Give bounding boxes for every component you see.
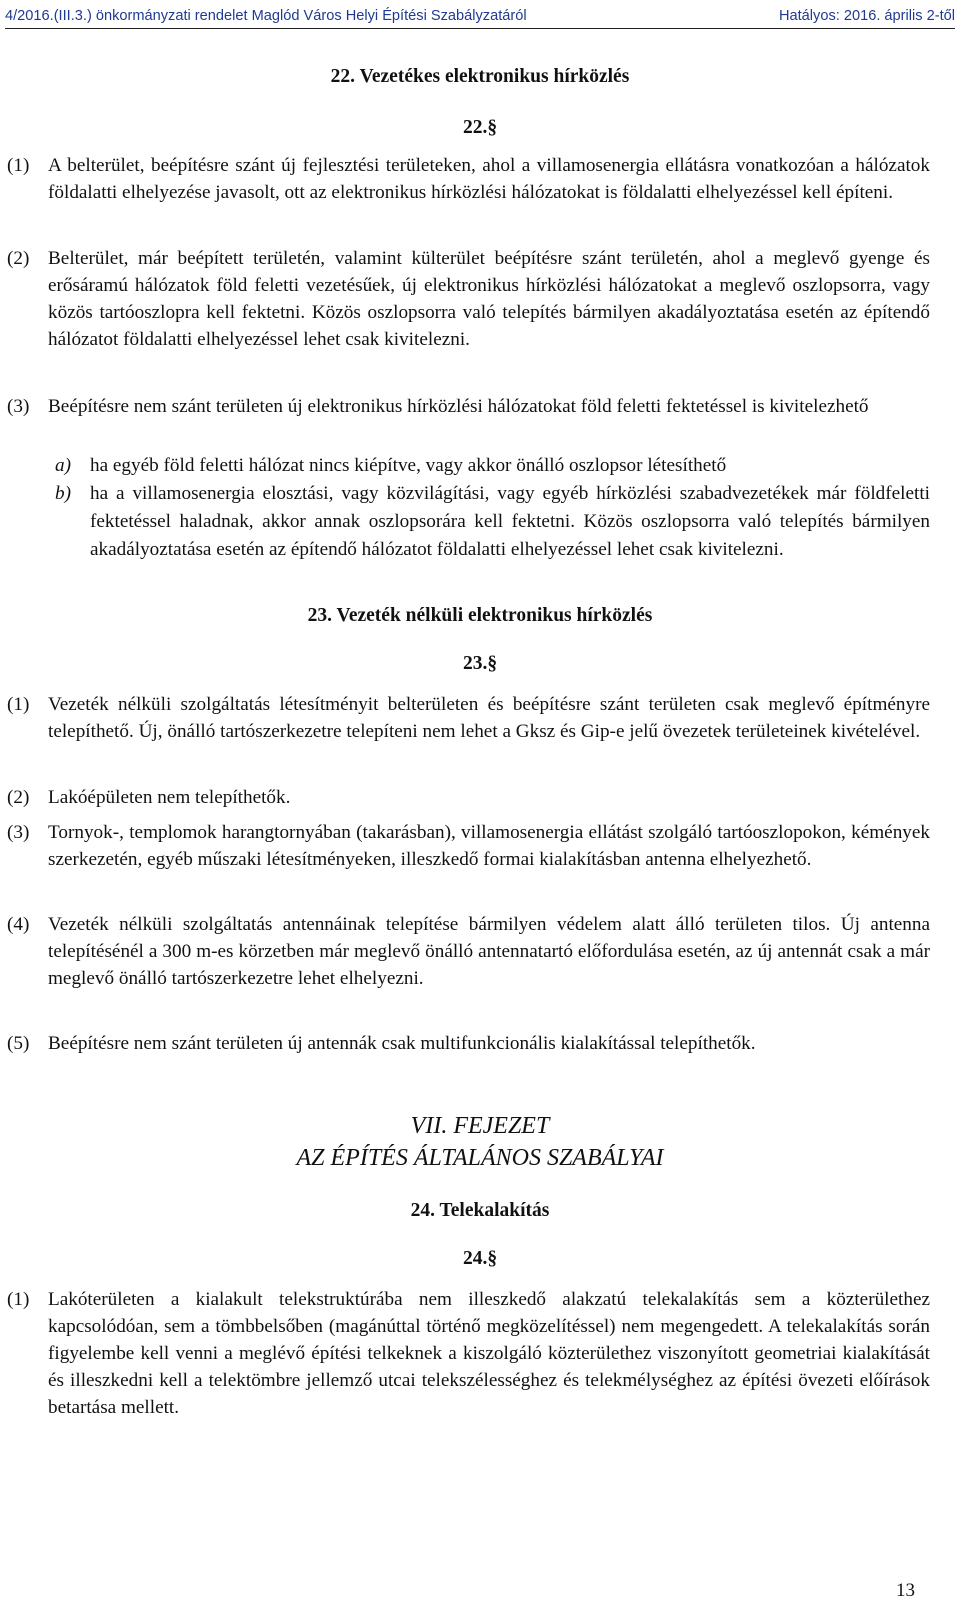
paragraph-number: (3) (7, 822, 30, 843)
paragraph-text: Vezeték nélküli szolgáltatás létesítményit belterületen és beépítésre szánt területen csak meglevő építményre telepíthető. Új, önálló tartószerkezetre telepíteni nem lehet a Gksz és Gip-e jelű övezetek területeinek kivételével. (48, 694, 930, 742)
paragraph-number: (5) (7, 1033, 30, 1054)
paragraph-text: Beépítésre nem szánt területen új elektronikus hírközlési hálózatokat föld feletti fektetéssel is kivitelezhető (48, 396, 869, 417)
item-text: ha egyéb föld feletti hálózat nincs kiépítve, vagy akkor önálló oszlopsor létesíthető (90, 455, 727, 476)
paragraph-number: (1) (7, 694, 30, 715)
running-header (5, 6, 955, 29)
section-23-paragraph-2 (7, 784, 930, 811)
paragraph-text: A belterület, beépítésre szánt új fejlesztési területeken, ahol a villamosenergia ellátásra vonatkozóan a hálózatok földalatti elhelyezése javasolt, ott az elektronikus hírközlési hálózatokat is földalatti elhelyezéssel kell építeni. (48, 155, 930, 203)
section-23-title: 23. Vezeték nélküli elektronikus hírközlés (307, 605, 653, 626)
section-22-item-b (55, 480, 930, 564)
section-23-paragraph-mark: 23.§ (462, 653, 498, 674)
section-22-paragraph-2 (7, 245, 930, 353)
chapter-number: VII. FEJEZET (410, 1113, 550, 1139)
header-effective-date: Hatályos: 2016. április 2-től (778, 8, 955, 24)
paragraph-number: (2) (7, 787, 30, 808)
section-22-paragraph-1 (7, 152, 930, 206)
paragraph-text: Tornyok-, templomok harangtornyában (takarásban), villamosenergia ellátást szolgáló tartóoszlopokon, kémények szerkezetén, egyéb műszaki létesítményeken, illeszkedő formai kialakításban antenna elhelyezhető. (48, 822, 930, 870)
chapter-title: AZ ÉPÍTÉS ÁLTALÁNOS SZABÁLYAI (296, 1145, 664, 1171)
section-22-title: 22. Vezetékes elektronikus hírközlés (330, 66, 630, 87)
section-24-paragraph-mark: 24.§ (462, 1248, 498, 1269)
section-23-paragraph-3 (7, 819, 930, 873)
paragraph-text: Lakóépületen nem telepíthetők. (48, 787, 291, 808)
paragraph-number: (1) (7, 155, 30, 176)
paragraph-text: Belterület, már beépített területén, valamint külterület beépítésre szánt területén, ahol a meglevő gyenge és erősáramú hálózatok föld feletti vezetésűek, új elektronikus hírközlési hálózatokat a meglevő oszlopsorra, vagy közös tartóoszlopra kell fektetni. Közös oszlopsorra való telepítés bármilyen akadályoztatása esetén az építendő hálózatot földalatti elhelyezéssel lehet csak kivitelezni. (48, 248, 930, 350)
item-label: b) (55, 483, 71, 504)
paragraph-text: Lakóterületen a kialakult telekstruktúrába nem illeszkedő alakzatú telekalakítás sem a közterülethez kapcsolódóan, sem a tömbbelsőben (magánúttal történő megközelítéssel) nem megengedett. A telekalakítás során figyelembe kell venni a meglévő építési telkeknek a kiszolgáló közterülethez viszonyított geometriai kialakítását és illeszkedni kell a telektömbre jellemző utcai telekszélességhez és telekmélységhez az építési övezeti előírások betartása mellett. (48, 1289, 930, 1418)
paragraph-text: Vezeték nélküli szolgáltatás antennáinak telepítése bármilyen védelem alatt álló területen tilos. Új antenna telepítésénél a 300 m-es körzetben már meglevő önálló antennatartó előfordulása esetén, az új antennát csak a már meglevő önálló tartószerkezetre lehet elhelyezni. (48, 914, 930, 989)
item-text: ha a villamosenergia elosztási, vagy közvilágítási, vagy egyéb hírközlési szabadvezetékek már földfeletti fektetéssel haladnak, akkor annak oszlopsorára kell fektetni. Közös oszlopsorra való telepítés bármilyen akadályoztatása esetén az építendő hálózatot földalatti elhelyezéssel lehet csak kivitelezni. (90, 483, 930, 560)
paragraph-text: Beépítésre nem szánt területen új antennák csak multifunkcionális kialakítással telepíthetők. (48, 1033, 756, 1054)
section-22-paragraph-mark: 22.§ (462, 117, 498, 138)
paragraph-number: (4) (7, 914, 30, 935)
section-22-item-a (55, 452, 930, 480)
section-22-paragraph-3 (7, 393, 930, 420)
page-number: 13 (896, 1580, 915, 1601)
paragraph-number: (1) (7, 1289, 30, 1310)
section-24-title: 24. Telekalakítás (410, 1200, 550, 1221)
paragraph-number: (3) (7, 396, 30, 417)
section-23-paragraph-1 (7, 691, 930, 745)
section-24-paragraph-1 (7, 1286, 930, 1421)
paragraph-number: (2) (7, 248, 30, 269)
item-label: a) (55, 455, 71, 476)
section-23-paragraph-5 (7, 1030, 930, 1057)
header-regulation-title: 4/2016.(III.3.) önkormányzati rendelet Maglód Város Helyi Építési Szabályzatáról (5, 8, 527, 24)
section-23-paragraph-4 (7, 911, 930, 992)
